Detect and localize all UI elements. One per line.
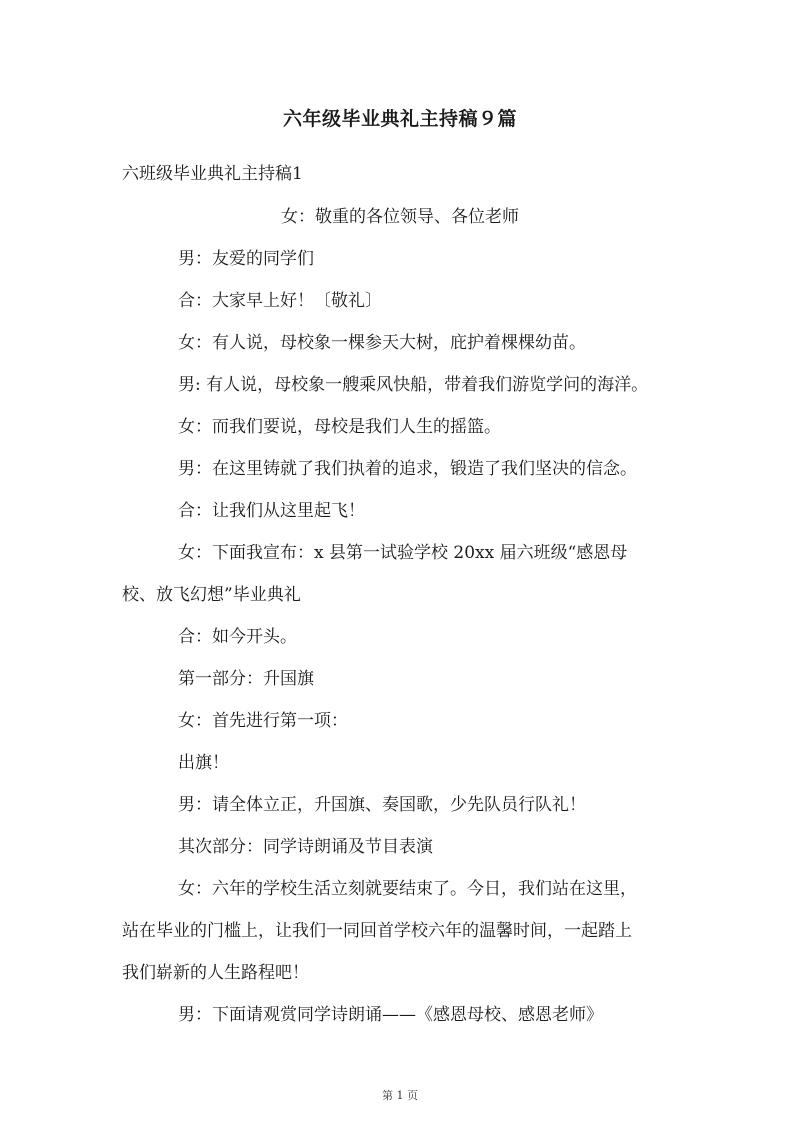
text-line: 我们崭新的人生路程吧！ [122,963,309,983]
text-line: 站在毕业的门槛上，让我们一同回首学校六年的温馨时间，一起踏上 [122,921,632,941]
text-line: 合：让我们从这里起飞！ [178,501,365,521]
section-heading: 其次部分：同学诗朗诵及节目表演 [178,837,433,857]
text-line: 出旗！ [178,753,229,773]
text-line: 男：下面请观赏同学诗朗诵——《感恩母校、感恩老师》 [178,1005,603,1025]
text-line: 合：大家早上好！〔敬礼〕 [178,291,382,311]
text-line: 男：友爱的同学们 [178,249,314,269]
text-line: 女：而我们要说，母校是我们人生的摇篮。 [178,417,501,437]
document-title: 六年级毕业典礼主持稿９篇 [282,108,517,130]
text-line: 校、放飞幻想”毕业典礼 [122,585,301,605]
section-heading: 第一部分：升国旗 [178,669,314,689]
text-line: 合：如今开头。 [178,627,297,647]
text-line: 男：请全体立正，升国旗、奏国歌，少先队员行队礼！ [178,795,586,815]
text-line: 女：敬重的各位领导、各位老师 [281,207,519,227]
text-line: 男: 有人说，母校象一艘乘风快船，带着我们游览学问的海洋。 [178,375,649,395]
page-number: 第 1 页 [382,1089,418,1102]
text-line: 男：在这里铸就了我们执着的追求，锻造了我们坚决的信念。 [178,459,637,479]
text-line: 女：六年的学校生活立刻就要结束了。今日，我们站在这里， [178,879,637,899]
text-line: 女：下面我宣布：x 县第一试验学校 20xx 届六班级“感恩母 [178,543,628,563]
section-heading: 六班级毕业典礼主持稿1 [122,164,303,184]
text-line: 女：首先进行第一项： [178,711,348,731]
text-line: 女：有人说，母校象一棵参天大树，庇护着棵棵幼苗。 [178,333,586,353]
